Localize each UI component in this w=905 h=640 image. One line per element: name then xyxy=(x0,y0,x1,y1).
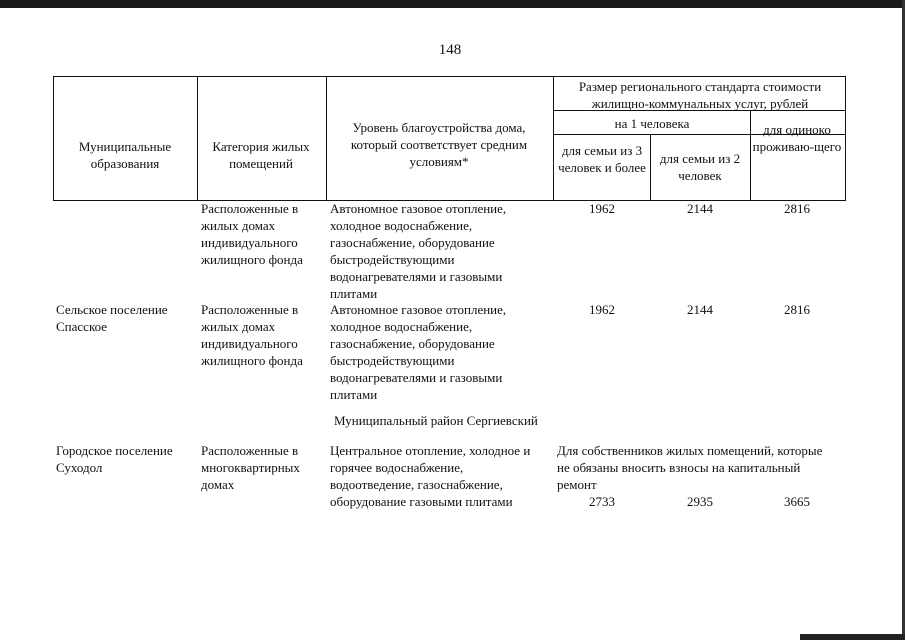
header-per-person: на 1 человека xyxy=(614,116,690,131)
grid-line xyxy=(750,110,751,201)
row2-family3: 1962 xyxy=(589,302,615,317)
header-category: Категория жилых помещений xyxy=(212,139,310,171)
header-family3: для семьи из 3 человек и более xyxy=(558,143,646,175)
grid-line xyxy=(553,76,554,201)
row3-single: 3665 xyxy=(784,494,810,509)
row1-level: Автономное газовое отопление, холодное водоснабжение, газоснабжение, оборудование быстродействующими водонагревателями и газовыми плитами xyxy=(330,201,507,301)
scan-border-bottom xyxy=(800,634,905,640)
row3-municipality: Городское поселение Суходол xyxy=(56,443,173,475)
header-single: для одиноко проживаю-щего xyxy=(752,122,842,154)
row2-single: 2816 xyxy=(784,302,810,317)
header-family2: для семьи из 2 человек xyxy=(659,151,741,183)
header-standard: Размер регионального стандарта стоимости жилищно-коммунальных услуг, рублей xyxy=(578,79,822,111)
row3-note: Для собственников жилых помещений, которые не обязаны вносить взносы на капитальный ремонт xyxy=(557,443,823,492)
header-municipal: Муниципальные образования xyxy=(78,139,172,171)
grid-line xyxy=(53,76,846,77)
row2-municipality: Сельское поселение Спасское xyxy=(56,302,168,334)
header-level: Уровень благоустройства дома, который соответствует средним условиям* xyxy=(350,120,528,169)
row3-level: Центральное отопление, холодное и горячее водоснабжение, водоотведение, газоснабжение, оборудование газовыми плитами xyxy=(330,443,531,509)
row3-category: Расположенные в многоквартирных домах xyxy=(201,443,300,492)
grid-line xyxy=(197,76,198,201)
page-number: 148 xyxy=(438,42,462,58)
grid-line xyxy=(326,76,327,201)
row2-family2: 2144 xyxy=(687,302,713,317)
row3-family3: 2733 xyxy=(589,494,615,509)
scan-border-top xyxy=(0,0,905,8)
row1-category: Расположенные в жилых домах индивидуального жилищного фонда xyxy=(201,201,303,267)
row2-level: Автономное газовое отопление, холодное водоснабжение, газоснабжение, оборудование быстродействующими водонагревателями и газовыми плитами xyxy=(330,302,507,402)
grid-line xyxy=(53,76,54,201)
row1-single: 2816 xyxy=(784,201,810,216)
row1-family2: 2144 xyxy=(687,201,713,216)
district-title: Муниципальный район Сергиевский xyxy=(334,413,538,428)
grid-line xyxy=(650,134,651,201)
row1-family3: 1962 xyxy=(589,201,615,216)
row2-category: Расположенные в жилых домах индивидуального жилищного фонда xyxy=(201,302,303,368)
row3-family2: 2935 xyxy=(687,494,713,509)
grid-line xyxy=(845,76,846,201)
